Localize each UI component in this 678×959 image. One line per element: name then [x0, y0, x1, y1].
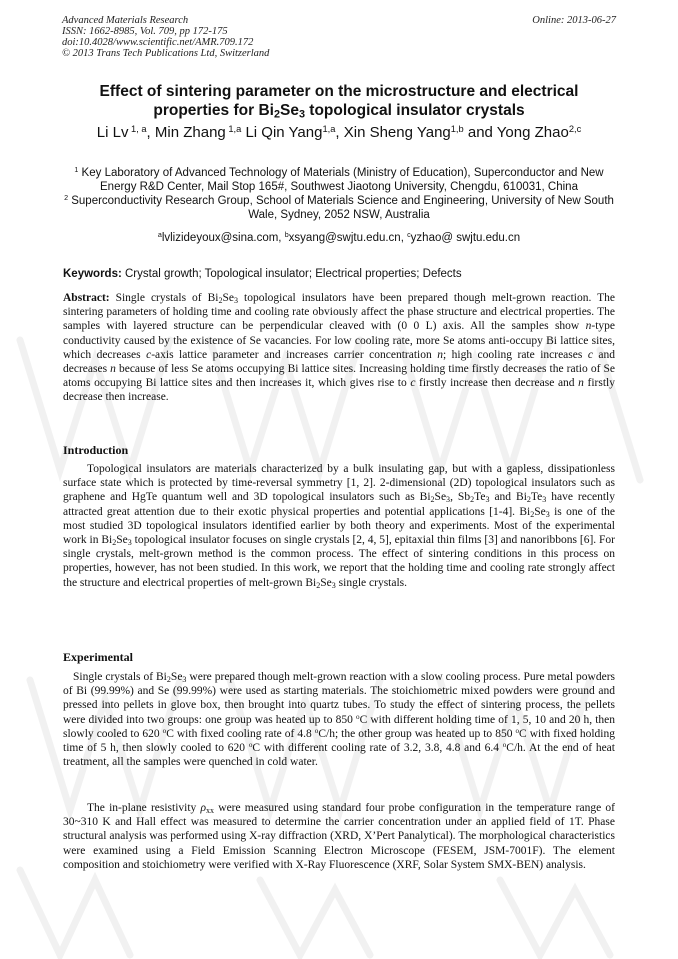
email-link[interactable]: lvlizideyoux@sina.com, [161, 232, 285, 244]
author-name: , Xin Sheng Yang [335, 124, 451, 141]
introduction-heading: Introduction [63, 443, 129, 457]
author-name: Li Qin Yang [241, 124, 323, 141]
journal-header [62, 15, 269, 59]
online-date: Online: 2013-06-27 [532, 15, 616, 26]
doi-line: doi:10.4028/www.scientific.net/AMR.709.172 [62, 37, 254, 48]
issn-line: ISSN: 1662-8985, Vol. 709, pp 172-175 [62, 26, 228, 37]
author-name: and Yong Zhao [463, 124, 569, 141]
title-line-2: properties for $Bi_2Se_3$ topological insulator crystals [153, 102, 525, 121]
copyright-line: © 2013 Trans Tech Publications Ltd, Switzerland [62, 48, 270, 59]
abstract-paragraph: Abstract: Single crystals of $Bi_2Se_3$ topological insulators have been prepared though melt-grown reaction. The sintering parameters of holding time and cooling rate obviously affect the phase structure and electrical properties. The samples with layered structure can be perpendicular cleaved with (0 0 L) axis. All the samples show n-type conductivity caused by the existence of Se vacancies. For low cooling rate, more Se atoms anti-occupy Bi lattice sites, which decreases c-axis lattice parameter and increases carrier concentration n; high cooling rate increases c and decreases n because of less Se atoms occupying Bi lattice sites. Increasing holding time firstly decreases the ratio of Se atoms occupying Bi lattice sites and then increases it, which gives rise to c firstly increase then decrease and n firstly decrease then increase. [63, 292, 616, 404]
author-name: Li Lv [96, 124, 129, 141]
experimental-paragraph-1: Single crystals of $Bi_2Se_3$ were prepared though melt-grown reaction with a slow cooling process. Pure metal powders of Bi (99.99%) and Se (99.99%) were used as starting materials. The stoichiometric mixed powders were ground and pressed into pellets in glove box, then brought into quartz tubes. To study the effect of sintering process, the pellets were divided into two groups: one group was heated up to 850 $^o$C with different holding time of 1, 5, 10 and 20 h, then slowly cooled to 620 $^o$C with fixed cooling rate of 4.8 $^o$C/h; the other group was heated up to 850 $^o$C with fixed holding time of 5 h, then slowly cooled to 620 $^o$C with different cooling rate of 3.2, 3.8, 4.8 and 6.4 $^o$C/h. At the end of heat treatment, all the samples were quenched in cold water. [63, 671, 616, 769]
affiliation-1: $^1$ Key Laboratory of Advanced Technology of Materials (Ministry of Education), Superconductor and New Energy R&D Center, Mail Stop 165#, Southwest Jiaotong University, Chengdu, 610031, China [74, 166, 604, 193]
paper-title [40, 82, 638, 120]
abstract-label: Abstract: [63, 292, 110, 304]
affiliation-2: $^2$ Superconductivity Research Group, School of Materials Science and Engineering, University of New South Wale, Sydney, 2052 NSW, Australia [64, 194, 614, 221]
keywords-label: Keywords: [63, 268, 122, 280]
keywords-text: Crystal growth; Topological insulator; Electrical properties; Defects [121, 268, 462, 280]
email-link[interactable]: yzhao@ swjtu.edu.cn [410, 232, 521, 244]
author-emails: $^a$lvlizideyoux@sina.com, $^b$xsyang@swjtu.edu.cn, $^c$yzhao@ swjtu.edu.cn [157, 231, 521, 244]
email-link[interactable]: xsyang@swjtu.edu.cn, [288, 232, 408, 244]
introduction-paragraph: Topological insulators are materials characterized by a bulk insulating gap, but with a gapless, dissipationless surface state which is protected by time-reversal symmetry [1, 2]. 2-dimensional (2D) topological insulators such as graphene and HgTe quantum well and 3D topological insulators such as $Bi_2Se_3$, $Sb_2Te_3$ and $Bi_2Te_3$ have recently attracted great attention due to their exotic physical properties and potential applications [1-4]. $Bi_2Se_3$ is one of the most studied 3D topological insulators identified earlier by both theory and experiments. Most of the experimental work in $Bi_2Se_3$ topological insulator focuses on single crystals [2, 4, 5], epitaxial thin films [3] and nanoribbons [6]. For single crystals, melt-grown method is the common process. The effect of sintering conditions in this process on properties, however, has not been studied. In this work, we report that the holding time and cooling rate strongly affect the structure and electrical properties of melt-grown $Bi_2Se_3$ single crystals. [63, 463, 615, 590]
affiliations [58, 166, 620, 222]
keywords [63, 267, 615, 281]
experimental-heading: Experimental [63, 650, 133, 664]
title-line-1: Effect of sintering parameter on the microstructure and electrical [99, 83, 579, 100]
author-list: Li Lv $^{1, a}$, Min Zhang $^{1,a}$ Li Qin Yang$^{1,a}$, Xin Sheng Yang$^{1,b}$ and Yong Zhao$^{2,c}$ [96, 123, 582, 141]
experimental-paragraph-2: The in-plane resistivity $\rho_{xx}$ were measured using standard four probe configuration in the temperature range of 30~310 K and Hall effect was measured to determine the carrier concentration under an applied field of 1T. Phase structural analysis was performed using X-ray diffraction (XRD, X’Pert Panalytical). The morphological characteristics were examined using a Field Emission Scanning Electron Microscope (FESEM, JSM-7001F). The element composition and stoichiometry were verified with X-Ray Fluorescence (XRF, Solar System SMX-BEN) analysis. [63, 802, 615, 871]
author-name: , Min Zhang [146, 124, 226, 141]
journal-name: Advanced Materials Research [62, 15, 189, 26]
